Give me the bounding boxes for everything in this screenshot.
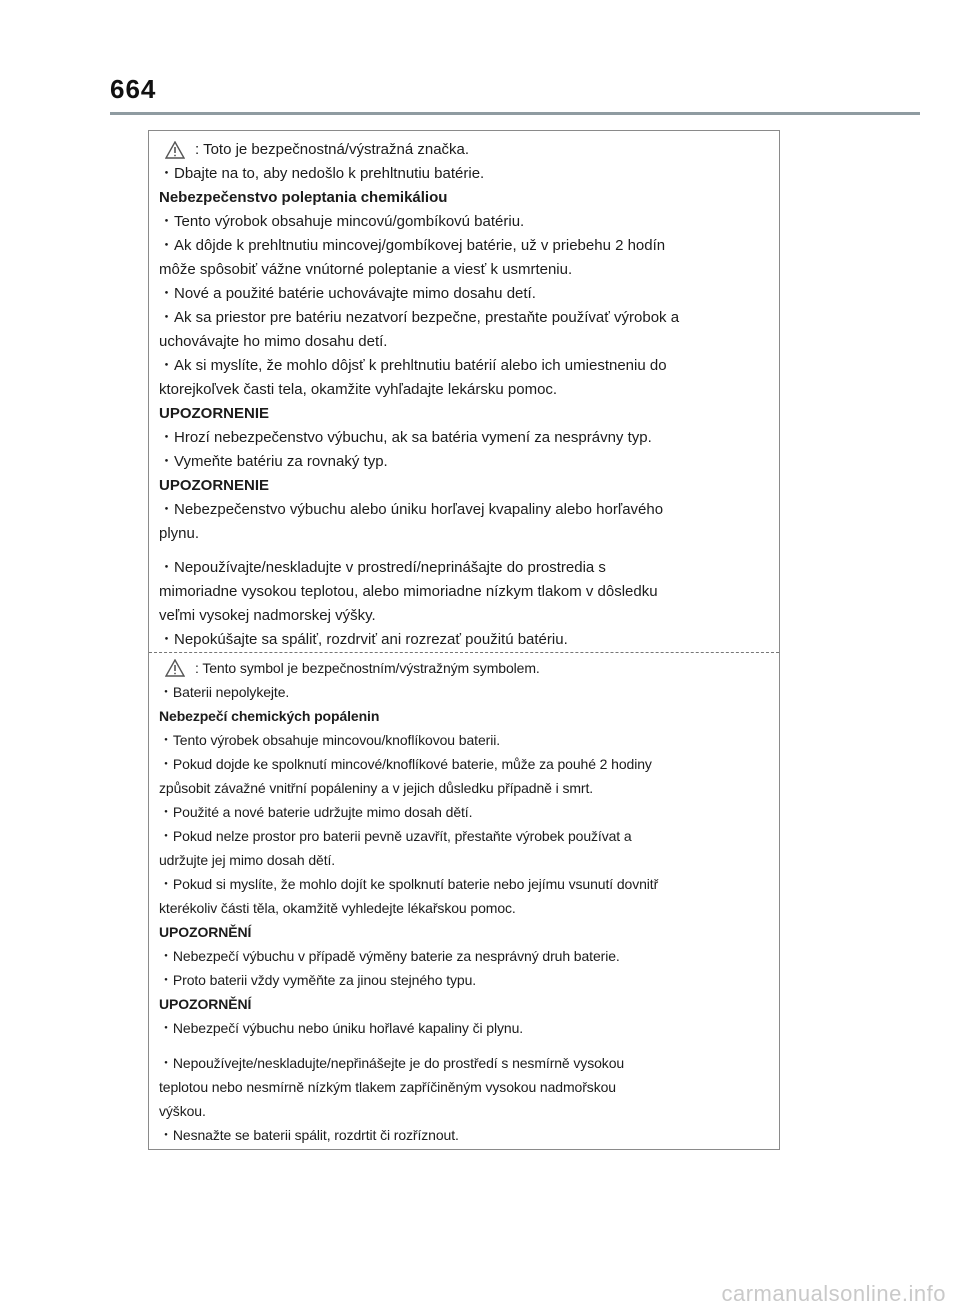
symbol-line — [159, 659, 773, 677]
section-heading: Nebezpečenstvo poleptania chemikáliou — [159, 189, 448, 206]
text-line: kterékoliv části těla, okamžitě vyhledejte lékařskou pomoc. — [159, 900, 516, 916]
text-line: mimoriadne vysokou teplotou, alebo mimoriadne nízkym tlakom v dôsledku — [159, 583, 658, 600]
notice-box — [148, 130, 780, 1150]
text-line: udržujte jej mimo dosah dětí. — [159, 852, 336, 868]
section-heading: UPOZORNENIE — [159, 477, 270, 494]
warning-section-czech — [149, 654, 779, 1149]
text-line: ・Dbajte na to, aby nedošlo k prehltnutiu batérie. — [159, 165, 485, 182]
symbol-caption: : Toto je bezpečnostná/výstražná značka. — [195, 141, 470, 158]
text-line: ・Nové a použité batérie uchovávajte mimo dosahu detí. — [159, 285, 536, 302]
warning-triangle-icon — [165, 659, 185, 677]
text-line: výškou. — [159, 1103, 206, 1119]
text-line: môže spôsobiť vážne vnútorné poleptanie a viesť k usmrteniu. — [159, 261, 573, 278]
symbol-caption: : Tento symbol je bezpečnostním/výstražným symbolem. — [195, 660, 540, 676]
text-line: ・Nepokúšajte sa spáliť, rozdrviť ani rozrezať použitú batériu. — [159, 631, 568, 648]
text-line: ・Nesnažte se baterii spálit, rozdrtit či rozříznout. — [159, 1127, 459, 1143]
section-heading: UPOZORNĚNÍ — [159, 924, 252, 940]
warning-triangle-icon — [165, 141, 185, 159]
text-line: ・Nebezpečenstvo výbuchu alebo úniku horľavej kvapaliny alebo horľavého — [159, 501, 664, 518]
text-line: ・Tento výrobok obsahuje mincovú/gombíkovú batériu. — [159, 213, 525, 230]
text-line: ・Nebezpečí výbuchu v případě výměny baterie za nesprávný druh baterie. — [159, 948, 620, 964]
section-heading: UPOZORNENIE — [159, 405, 270, 422]
warning-section-slovak — [149, 131, 779, 652]
symbol-line — [159, 141, 773, 159]
text-line: plynu. — [159, 525, 200, 542]
watermark-text: carmanualsonline.info — [721, 1281, 946, 1306]
text-line: ・Baterii nepolykejte. — [159, 684, 290, 700]
text-line: veľmi vysokej nadmorskej výšky. — [159, 607, 376, 624]
text-line: ・Tento výrobek obsahuje mincovou/knoflíkovou baterii. — [159, 732, 501, 748]
section-heading: UPOZORNĚNÍ — [159, 996, 252, 1012]
section-heading: Nebezpečí chemických popálenin — [159, 708, 380, 724]
text-line: ・Proto baterii vždy vyměňte za jinou stejného typu. — [159, 972, 477, 988]
text-line: ・Nepoužívejte/neskladujte/nepřinášejte je do prostředí s nesmírně vysokou — [159, 1055, 625, 1071]
text-line: ktorejkoľvek časti tela, okamžite vyhľadajte lekársku pomoc. — [159, 381, 558, 398]
text-line: ・Nepoužívajte/neskladujte v prostredí/neprinášajte do prostredia s — [159, 559, 606, 576]
text-line: ・Pokud nelze prostor pro baterii pevně uzavřít, přestaňte výrobek používat a — [159, 828, 632, 844]
section-divider — [149, 652, 779, 653]
text-line: ・Hrozí nebezpečenstvo výbuchu, ak sa batéria vymení za nesprávny typ. — [159, 429, 652, 446]
text-line: ・Ak sa priestor pre batériu nezatvorí bezpečne, prestaňte používať výrobok a — [159, 309, 680, 326]
text-line: ・Ak si myslíte, že mohlo dôjsť k prehltnutiu batérií alebo ich umiestneniu do — [159, 357, 667, 374]
text-line: ・Nebezpečí výbuchu nebo úniku hořlavé kapaliny či plynu. — [159, 1020, 524, 1036]
text-line: ・Pokud si myslíte, že mohlo dojít ke spolknutí baterie nebo jejímu vsunutí dovnitř — [159, 876, 659, 892]
page-number: 664 — [110, 74, 157, 104]
text-line: ・Pokud dojde ke spolknutí mincové/knoflíkové baterie, může za pouhé 2 hodiny — [159, 756, 652, 772]
header-rule — [110, 112, 920, 115]
text-line: ・Vymeňte batériu za rovnaký typ. — [159, 453, 388, 470]
text-line: ・Ak dôjde k prehltnutiu mincovej/gombíkovej batérie, už v priebehu 2 hodín — [159, 237, 666, 254]
text-line: ・Použité a nové baterie udržujte mimo dosah dětí. — [159, 804, 473, 820]
text-line: teplotou nebo nesmírně nízkým tlakem zapříčiněným vysokou nadmořskou — [159, 1079, 616, 1095]
text-line: uchovávajte ho mimo dosahu detí. — [159, 333, 388, 350]
text-line: způsobit závažné vnitřní popáleniny a v jejich důsledku případně i smrt. — [159, 780, 594, 796]
